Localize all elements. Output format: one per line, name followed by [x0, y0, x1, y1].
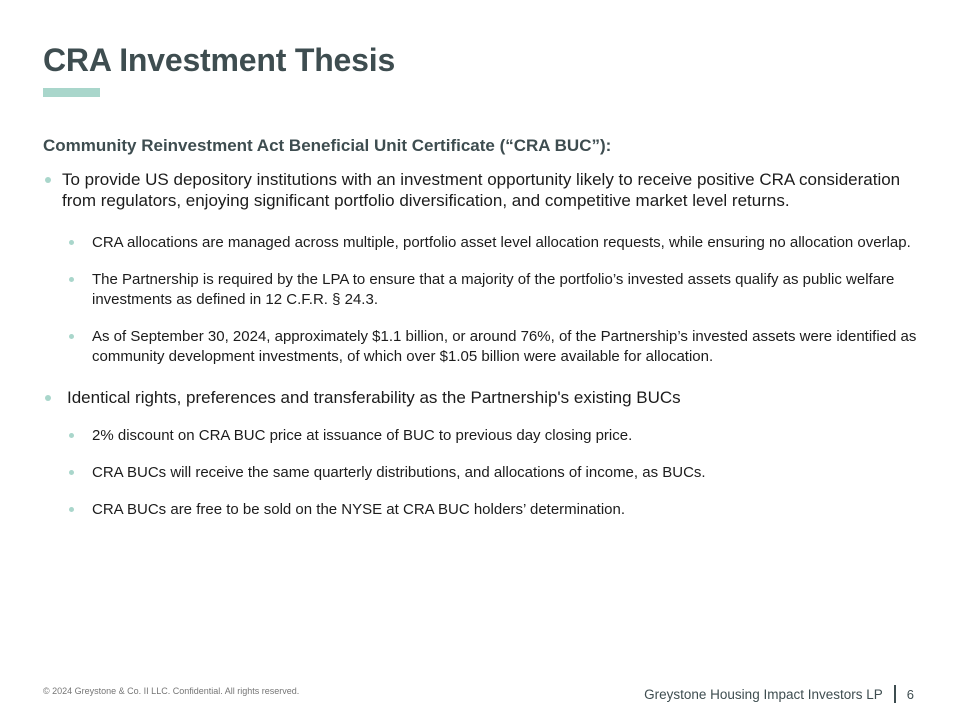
footer-copyright: © 2024 Greystone & Co. II LLC. Confidential. All rights reserved.	[43, 686, 300, 696]
sub-bullet-item	[69, 500, 926, 519]
slide-body	[43, 169, 926, 537]
sub-bullet-text: The Partnership is required by the LPA to ensure that a majority of the portfolio’s invested assets qualify as public welfare investments as defined in 12 C.F.R. § 24.3.	[92, 271, 895, 308]
sub-bullet-text: CRA allocations are managed across multiple, portfolio asset level allocation requests, while ensuring no allocation overlap.	[92, 234, 911, 251]
sub-bullet-list	[69, 426, 926, 519]
bullet-dot-icon	[45, 177, 51, 183]
sub-bullet-text: CRA BUCs will receive the same quarterly distributions, and allocations of income, as BUCs.	[92, 464, 706, 481]
sub-bullet-text: CRA BUCs are free to be sold on the NYSE at CRA BUC holders’ determination.	[92, 501, 626, 518]
footer-company-name: Greystone Housing Impact Investors LP	[644, 686, 883, 702]
bullet-dot-icon	[69, 433, 74, 438]
sub-bullet-item	[69, 233, 926, 253]
bullet-text: To provide US depository institutions with an investment opportunity likely to receive positive CRA consideration from regulators, enjoying significant portfolio diversification, and competitive market level returns.	[62, 170, 901, 210]
bullet-dot-icon	[45, 395, 51, 401]
section-heading: Community Reinvestment Act Beneficial Unit Certificate (“CRA BUC”):	[43, 136, 612, 155]
bullet-dot-icon	[69, 240, 74, 245]
footer-divider	[894, 685, 896, 703]
sub-bullet-item	[69, 270, 926, 310]
sub-bullet-list	[69, 233, 926, 367]
sub-bullet-item	[69, 463, 926, 482]
sub-bullet-text: 2% discount on CRA BUC price at issuance of BUC to previous day closing price.	[92, 427, 633, 444]
bullet-dot-icon	[69, 507, 74, 512]
sub-bullet-item	[69, 327, 926, 367]
bullet-dot-icon	[69, 334, 74, 339]
bullet-dot-icon	[69, 470, 74, 475]
sub-bullet-item	[69, 426, 926, 445]
bullet-item	[43, 387, 926, 408]
page-number: 6	[906, 686, 914, 702]
footer-branding	[644, 685, 914, 703]
bullet-text: Identical rights, preferences and transferability as the Partnership's existing BUCs	[67, 388, 681, 407]
bullet-item	[43, 169, 926, 211]
bullet-dot-icon	[69, 277, 74, 282]
title-accent-bar	[43, 88, 100, 97]
page-title: CRA Investment Thesis	[43, 42, 396, 78]
sub-bullet-text: As of September 30, 2024, approximately $1.1 billion, or around 76%, of the Partnership’s invested assets were identified as community development investments, of which over $1.05 billion were available for allocation.	[92, 328, 917, 365]
